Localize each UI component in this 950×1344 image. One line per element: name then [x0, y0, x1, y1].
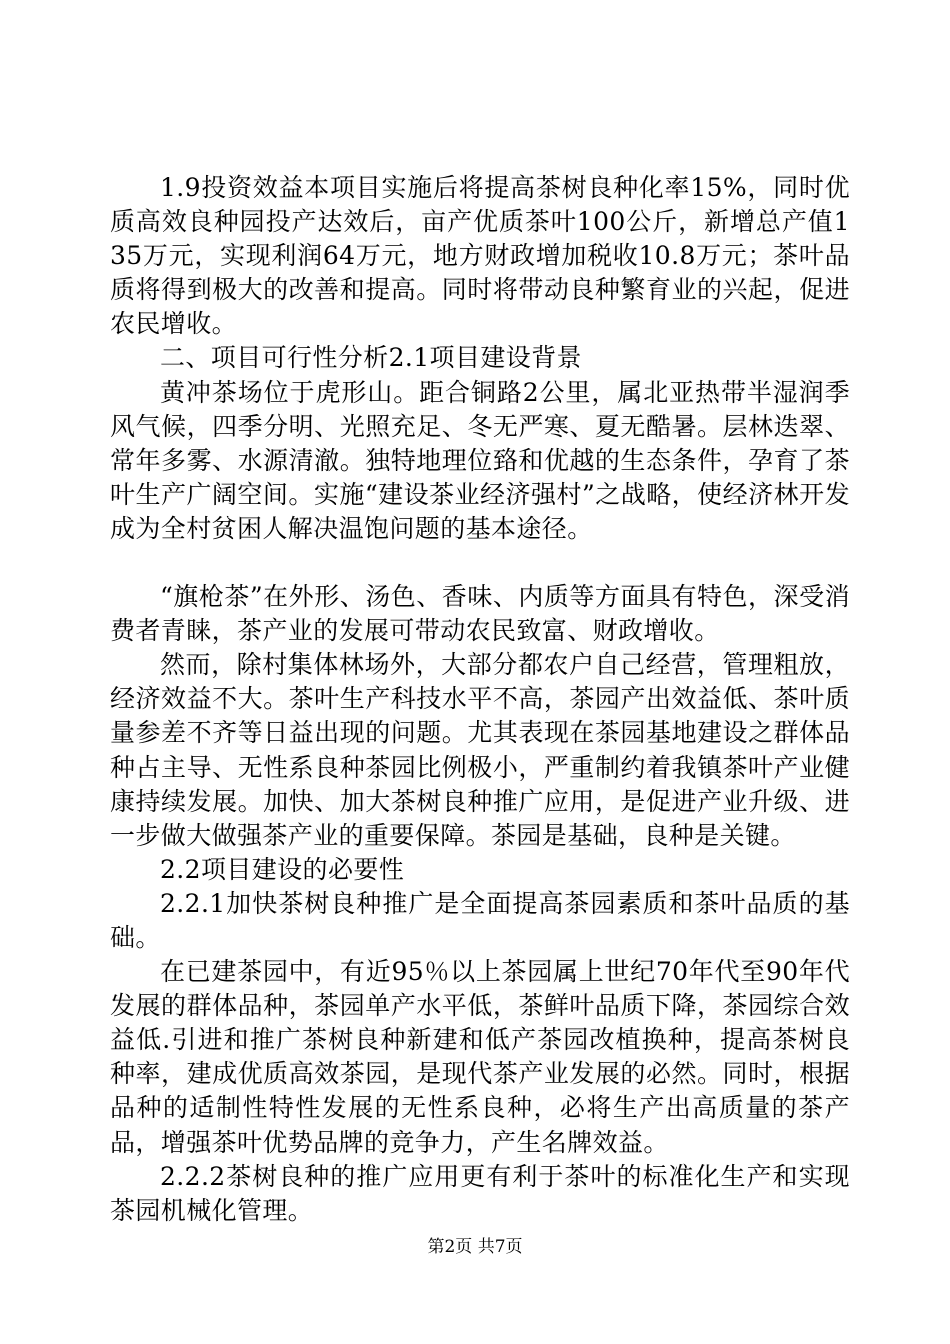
document-body — [110, 171, 850, 1228]
paragraph-spacer — [110, 546, 850, 580]
paragraph-background: 黄冲茶场位于虎形山。距合铜路2公里，属北亚热带半湿润季风气候，四季分明、光照充足、冬无严寒、夏无酷暑。层林迭翠、常年多雾、水源清澈。独特地理位臵和优越的生态条件，孕育了茶叶生产广阔空间。实施“建设茶业经济强村”之战略，使经济林开发成为全村贫困人解决温饱问题的基本途径。 — [110, 377, 850, 543]
paragraph-section-heading-feasibility: 二、项目可行性分析2.1项目建设背景 — [160, 343, 582, 373]
page-number-footer: 第2页 共7页 — [427, 1237, 523, 1257]
paragraph-existing-gardens: 在已建茶园中，有近95％以上茶园属上世纪70年代至90年代发展的群体品种，茶园单产水平低，茶鲜叶品质下降，茶园综合效益低.引进和推广茶树良种新建和低产茶园改植换种，提高茶树良种率，建成优质高效茶园，是现代茶产业发展的必然。同时，根据品种的适制性特性发展的无性系良种，必将生产出高质量的茶产品，增强茶叶优势品牌的竞争力，产生名牌效益。 — [110, 957, 850, 1157]
paragraph-problems: 然而，除村集体林场外，大部分都农户自己经营，管理粗放，经济效益不大。茶叶生产科技水平不高，茶园产出效益低、茶叶质量参差不齐等日益出现的问题。尤其表现在茶园基地建设之群体品种占主导、无性系良种茶园比例极小，严重制约着我镇茶叶产业健康持续发展。加快、加大茶树良种推广应用，是促进产业升级、进一步做大做强茶产业的重要保障。茶园是基础，良种是关键。 — [110, 650, 850, 850]
paragraph-heading-necessity: 2.2项目建设的必要性 — [160, 854, 405, 884]
paragraph-qiqiang-tea: “旗枪茶”在外形、汤色、香味、内质等方面具有特色，深受消费者青睐，茶产业的发展可带动农民致富、财政增收。 — [110, 582, 850, 646]
paragraph-heading-2-2-2: 2.2.2茶树良种的推广应用更有利于茶叶的标准化生产和实现茶园机械化管理。 — [110, 1161, 850, 1225]
paragraph-investment-benefit: 1.9投资效益本项目实施后将提高茶树良种化率15%，同时优质高效良种园投产达效后，亩产优质茶叶100公斤，新增总产值135万元，实现利润64万元，地方财政增加税收10.8万元；茶叶品质将得到极大的改善和提高。同时将带动良种繁育业的兴起，促进农民增收。 — [110, 173, 850, 339]
paragraph-heading-2-2-1: 2.2.1加快茶树良种推广是全面提高茶园素质和茶叶品质的基础。 — [110, 888, 850, 952]
